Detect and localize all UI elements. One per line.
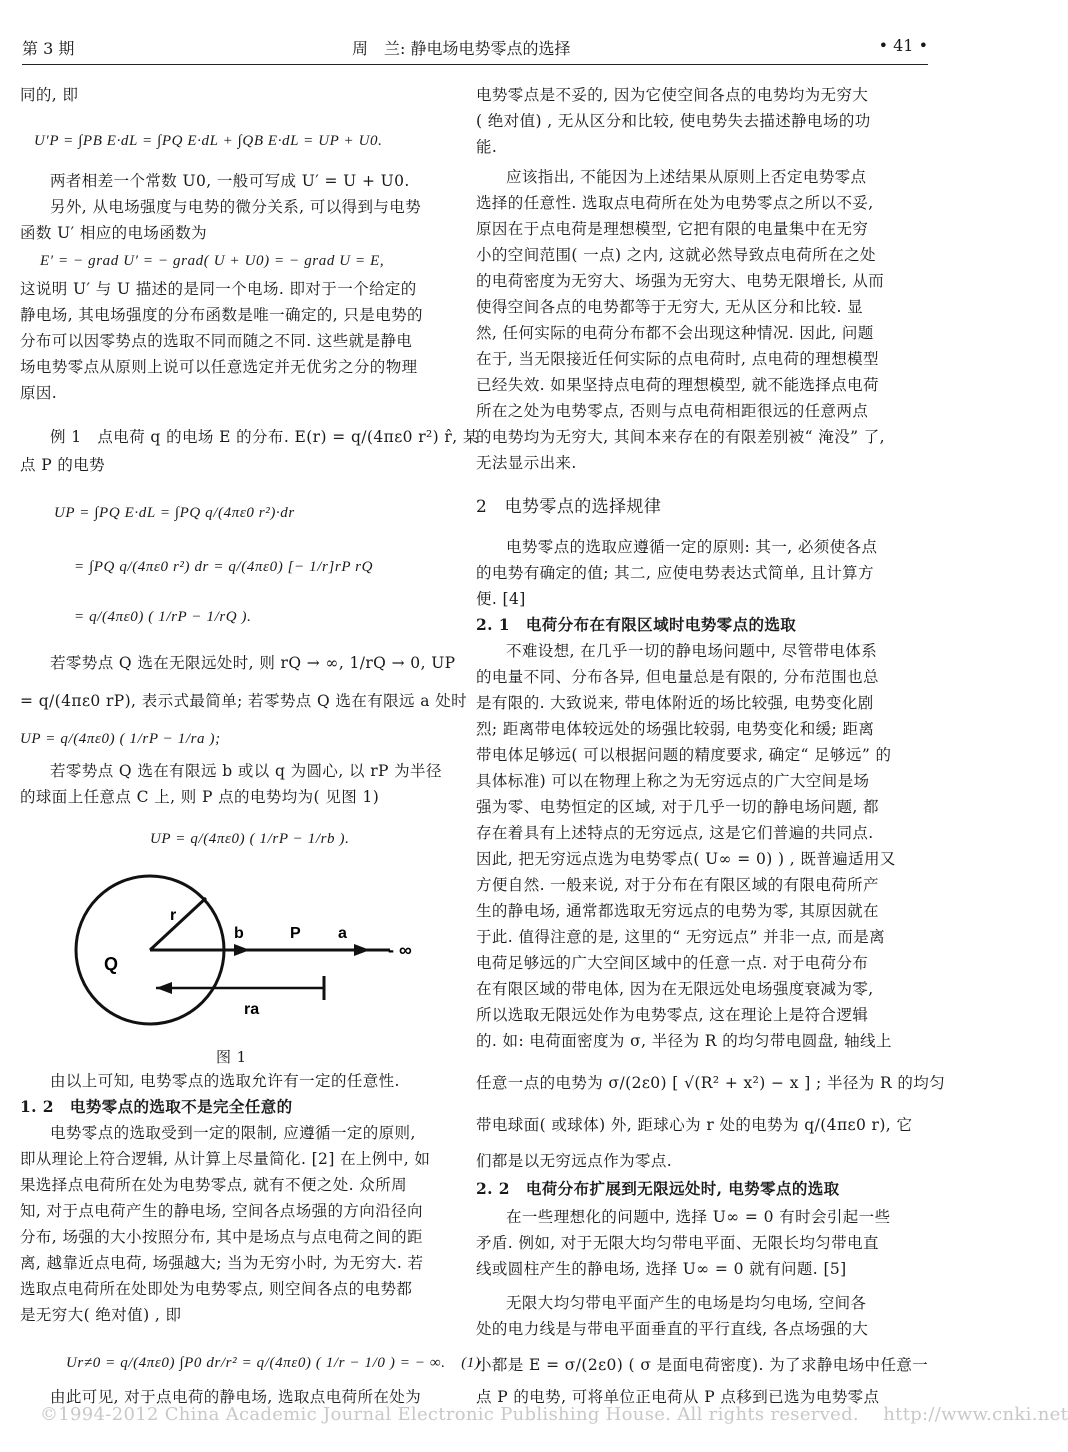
text-line: 原因. [20,384,58,402]
arrow-a [354,944,370,956]
text-line: 由以上可知, 电势零点的选取允许有一定的任意性. [50,1072,400,1090]
text-line: 无法显示出来. [476,454,577,472]
arrow-b [234,944,250,956]
equation: = ∫PQ q/(4πε0 r²) dr = q/(4πε0) [− 1/r]rP rQ [74,559,374,575]
text-line: 分布可以因零势点的选取不同而随之不同. 这些就是静电 [20,332,413,350]
fig-label-r: r [170,907,177,924]
text-line: 是无穷大( 绝对值) , 即 [20,1306,182,1324]
text-line: 具体标准) 可以在物理上称之为无穷远点的广大空间是场 [476,772,870,790]
text-line: 能. [476,138,498,156]
text-line: 的电势均为无穷大, 其间本来存在的有限差别被“ 淹没” 了, [476,428,885,446]
text-line: 强为零、电势恒定的区域, 对于几乎一切的静电场问题, 都 [476,798,879,816]
equation: E′ = − grad U′ = − grad( U + U0) = − grad U = E, [40,253,385,269]
page-number: • 41 • [878,36,928,55]
text-line: 便. [4] [476,590,526,608]
text-line: 另外, 从电场强度与电势的微分关系, 可以得到与电势 [50,198,422,216]
text-line: 的. 如: 电荷面密度为 σ, 半径为 R 的均匀带电圆盘, 轴线上 [476,1032,892,1050]
text-line: 然, 任何实际的电荷分布都不会出现这种情况. 因此, 问题 [476,324,874,342]
text-line: 函数 U′ 相应的电场函数为 [20,224,208,242]
figure-caption: 图 1 [216,1048,247,1066]
fig-label-infinity: - ∞ [388,940,412,960]
text-line: 小的空间范围( 一点) 之内, 这就必然导致点电荷所在之处 [476,246,876,264]
equation: UP = ∫PQ E·dL = ∫PQ q/(4πε0 r²)·dr [54,505,295,521]
running-title: 周 兰: 静电场电势零点的选择 [352,39,571,58]
text-line: 存在着具有上述特点的无穷远点, 这是它们普遍的共同点. [476,824,874,842]
text-line: 处的电力线是与带电平面垂直的平行直线, 各点场强的大 [476,1320,869,1338]
text-line: 生的静电场, 通常都选取无穷远点的电势为零, 其原因就在 [476,902,879,920]
text-line: 在有限区域的带电体, 因为在无限远处电场强度衰减为零, [476,980,874,998]
text-line: 离, 越靠近点电荷, 场强越大; 当为无穷小时, 为无穷大. 若 [20,1254,424,1272]
text-line: 带电球面( 或球体) 外, 距球心为 r 处的电势为 q/(4πε0 r), 它 [476,1116,913,1134]
fig-label-q: Q [104,954,119,974]
text-line: 在于, 当无限接近任何实际的点电荷时, 点电荷的理想模型 [476,350,879,368]
text-line: 于此. 值得注意的是, 这里的“ 无穷远点” 并非一点, 而是离 [476,928,886,946]
text-line: 果选择点电荷所在处为电势零点, 就有不便之处. 众所周 [20,1176,408,1194]
subsection-heading: 2. 1 电荷分布在有限区域时电势零点的选取 [476,615,797,634]
text-line: 任意一点的电势为 σ/(2ε0) [ √(R² + x²) − x ] ; 半径为 R 的均匀 [476,1074,946,1092]
text-line: 电势零点的选取受到一定的限制, 应遵循一定的原则, [50,1124,416,1142]
text-line: 线或圆柱产生的静电场, 选择 U∞ = 0 就有问题. [5] [476,1260,847,1278]
equation: UP = q/(4πε0) ( 1/rP − 1/rb ). [150,831,350,847]
text-line: 们都是以无穷远点作为零点. [476,1152,673,1170]
text-line: 应该指出, 不能因为上述结果从原则上否定电势零点 [506,168,867,186]
equation: UP = q/(4πε0) ( 1/rP − 1/ra ); [20,731,221,747]
example-heading: 例 1 点电荷 q 的电场 E 的分布. E(r) = q/(4πε0 r²) r̂, 某 [50,428,479,446]
text-line: 的电势有确定的值; 其二, 应使电势表达式简单, 且计算方 [476,564,874,582]
header-rule [22,64,928,65]
text-line: 知, 对于点电荷产生的静电场, 空间各点场强的方向沿径向 [20,1202,423,1220]
text-line: 带电体足够远( 可以根据问题的精度要求, 确定“ 足够远” 的 [476,746,892,764]
running-header [22,36,928,60]
text-line: 不难设想, 在几乎一切的静电场问题中, 尽管带电体系 [506,642,878,660]
subsection-heading: 1. 2 电势零点的选取不是完全任意的 [20,1097,293,1116]
text-line: 静电场, 其电场强度的分布函数是唯一确定的, 只是电势的 [20,306,423,324]
issue-number: 第 3 期 [22,39,75,58]
fig-label-ra: ra [244,1001,260,1018]
text-line: 场电势零点从原则上说可以任意选定并无优劣之分的物理 [20,358,418,376]
copyright-watermark: ©1994-2012 China Academic Journal Electronic Publishing House. All rights reserved. http://www.cnki.net [40,1404,1068,1425]
fig-label-p: P [290,925,301,942]
text-line: 若零势点 Q 选在无限远处时, 则 rQ → ∞, 1/rQ → 0, UP [50,654,456,672]
text-line: 所在之处为电势零点, 否则与点电荷相距很远的任意两点 [476,402,869,420]
subsection-heading: 2. 2 电荷分布扩展到无限远处时, 电势零点的选取 [476,1179,840,1198]
ra-arrow [156,982,172,994]
fig-label-b: b [234,925,244,942]
text-line: 因此, 把无穷远点选为电势零点( U∞ = 0) ) , 既普遍适用又 [476,850,896,868]
equation-1: Ur≠0 = q/(4πε0) ∫P0 dr/r² = q/(4πε0) ( 1/r − 1/0 ) = − ∞. (1) [66,1355,481,1371]
text-line: 所以选取无限远处作为电势零点, 这在理论上是符合逻辑 [476,1006,869,1024]
text-line: 使得空间各点的电势都等于无穷大, 无从区分和比较. 显 [476,298,864,316]
text-line: 的球面上任意点 C 上, 则 P 点的电势均为( 见图 1) [20,788,380,806]
text-line: 若零势点 Q 选在有限远 b 或以 q 为圆心, 以 rP 为半径 [50,762,442,780]
figure-1 [60,872,430,1072]
text-line: 是有限的. 大致说来, 带电体附近的场比较强, 电势变化剧 [476,694,874,712]
text-line: 同的, 即 [20,86,79,104]
text-line: 烈; 距离带电体较远处的场强比较弱, 电势变化和缓; 距离 [476,720,875,738]
text-line: 无限大均匀带电平面产生的电场是均匀电场, 空间各 [506,1294,867,1312]
text-line: 在一些理想化的问题中, 选择 U∞ = 0 有时会引起一些 [506,1208,891,1226]
text-line: ( 绝对值) , 无从区分和比较, 使电势失去描述静电场的功 [476,112,871,130]
text-line: 方便自然. 一般来说, 对于分布在有限区域的有限电荷所产 [476,876,879,894]
text-line: 由此可见, 对于点电荷的静电场, 选取点电荷所在处为 [50,1388,422,1406]
fig-label-a: a [338,925,347,942]
text-line: 即从理论上符合逻辑, 从计算上尽量简化. [2] 在上例中, 如 [20,1150,431,1168]
text-line: 电势零点的选取应遵循一定的原则: 其一, 必须使各点 [506,538,878,556]
radius-line [150,898,206,950]
equation: U′P = ∫PB E·dL = ∫PQ E·dL + ∫QB E·dL = UP + U0. [34,133,383,149]
text-line: 选择的任意性. 选取点电荷所在处为电势零点之所以不妥, [476,194,874,212]
text-line: 已经失效. 如果坚持点电荷的理想模型, 就不能选择点电荷 [476,376,879,394]
text-line: 电势零点是不妥的, 因为它使空间各点的电势均为无穷大 [476,86,869,104]
text-line: 电荷足够远的广大空间区域中的任意一点. 对于电荷分布 [476,954,869,972]
text-line: 小都是 E = σ/(2ε0) ( σ 是面电荷密度). 为了求静电场中任意一 [476,1356,929,1374]
text-line: 的电量不同、分布各异, 但电量总是有限的, 分布范围也总 [476,668,879,686]
text-line: = q/(4πε0 rP), 表示式最简单; 若零势点 Q 选在有限远 a 处时 [20,692,468,710]
text-line: 点 P 的电势 [20,456,106,474]
text-line: 矛盾. 例如, 对于无限大均匀带电平面、无限长均匀带电直 [476,1234,879,1252]
text-line: 分布, 场强的大小按照分布, 其中是场点与点电荷之间的距 [20,1228,423,1246]
text-line: 点 P 的电势, 可将单位正电荷从 P 点移到已选为电势零点 [476,1388,880,1406]
equation: = q/(4πε0) ( 1/rP − 1/rQ ). [74,609,252,625]
text-line: 的电荷密度为无穷大、场强为无穷大、电势无限增长, 从而 [476,272,885,290]
text-line: 原因在于点电荷是理想模型, 它把有限的电量集中在无穷 [476,220,869,238]
section-heading: 2 电势零点的选择规律 [476,497,662,517]
text-line: 选取点电荷所在处即处为电势零点, 则空间各点的电势都 [20,1280,413,1298]
text-line: 这说明 U′ 与 U 描述的是同一个电场. 即对于一个给定的 [20,280,417,298]
text-line: 两者相差一个常数 U0, 一般可写成 U′ = U + U0. [50,172,410,190]
